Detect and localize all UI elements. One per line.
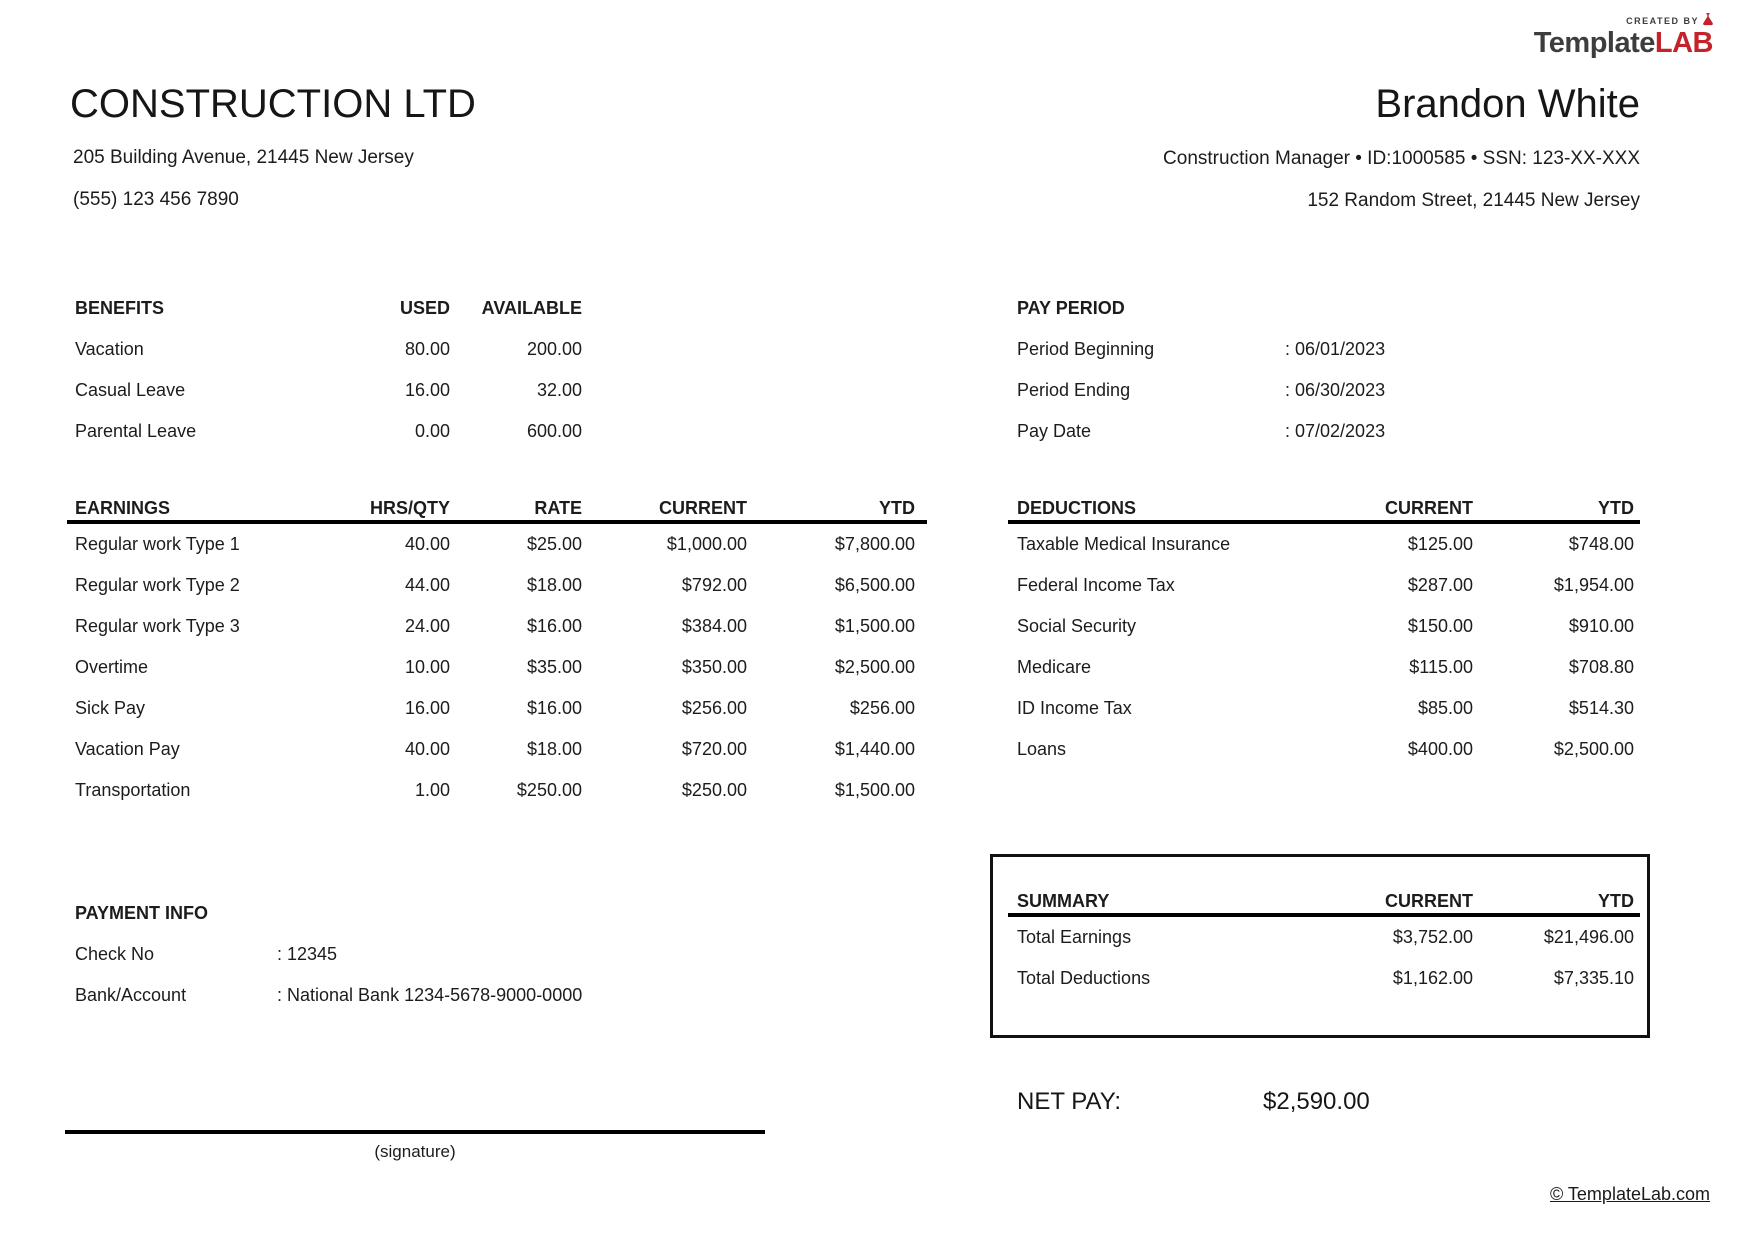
earning-current: $256.00 (681, 698, 747, 718)
deduction-current: $287.00 (1407, 575, 1473, 595)
table-row (1008, 688, 1640, 729)
table-row (67, 565, 927, 606)
earning-current: $792.00 (681, 575, 747, 595)
table-row (1008, 565, 1640, 606)
logo-brand-accent: LAB (1654, 27, 1713, 59)
earning-current: $720.00 (681, 739, 747, 759)
payment-value: : National Bank 1234-5678-9000-0000 (277, 985, 583, 1005)
net-pay-label: NET PAY: (1017, 1088, 1122, 1115)
deduction-label: ID Income Tax (1017, 698, 1132, 718)
benefits-title: BENEFITS (75, 298, 165, 318)
earning-rate: $18.00 (526, 739, 582, 759)
earning-rate: $25.00 (526, 534, 582, 554)
earning-rate: $250.00 (516, 780, 582, 800)
earning-label: Vacation Pay (75, 739, 180, 759)
deduction-ytd: $2,500.00 (1553, 739, 1634, 759)
earning-current: $384.00 (681, 616, 747, 636)
deduction-ytd: $1,954.00 (1553, 575, 1634, 595)
employee-meta: Construction Manager • ID:1000585 • SSN: 123-XX-XXX (1163, 148, 1640, 169)
benefit-label: Parental Leave (75, 421, 197, 441)
copyright-link[interactable]: © TemplateLab.com (1549, 1184, 1710, 1204)
benefit-used: 16.00 (404, 380, 450, 400)
pay-period-label: Period Beginning (1017, 339, 1155, 359)
deductions-header-row (1008, 496, 1640, 524)
deduction-label: Federal Income Tax (1017, 575, 1175, 595)
summary-current: $1,162.00 (1392, 968, 1473, 988)
summary-label: Total Deductions (1017, 968, 1151, 988)
table-row (67, 524, 927, 565)
deduction-label: Taxable Medical Insurance (1017, 534, 1231, 554)
deductions-col-ytd: YTD (1598, 497, 1634, 518)
earning-rate: $18.00 (526, 575, 582, 595)
table-row (1008, 917, 1640, 958)
table-row (1008, 606, 1640, 647)
benefits-col-used: USED (399, 298, 450, 318)
table-row (67, 729, 927, 770)
benefit-used: 80.00 (404, 339, 450, 359)
table-row (67, 606, 927, 647)
deduction-current: $85.00 (1417, 698, 1473, 718)
earning-ytd: $7,800.00 (834, 534, 915, 554)
deduction-current: $150.00 (1407, 616, 1473, 636)
earning-label: Regular work Type 1 (75, 534, 240, 554)
pay-period-label: Pay Date (1017, 421, 1092, 441)
earnings-col-hrs: HRS/QTY (369, 497, 450, 518)
company-address: 205 Building Avenue, 21445 New Jersey (73, 147, 414, 168)
earning-ytd: $1,500.00 (834, 780, 915, 800)
earnings-col-ytd: YTD (879, 497, 915, 518)
pay-period-value: : 06/01/2023 (1285, 339, 1386, 359)
table-row (67, 688, 927, 729)
earning-hrs: 10.00 (404, 657, 450, 677)
earning-label: Transportation (75, 780, 191, 800)
benefit-label: Vacation (75, 339, 144, 359)
table-row (1008, 411, 1528, 452)
table-row (1008, 370, 1528, 411)
payment-info-title: PAYMENT INFO (75, 903, 209, 923)
employee-address: 152 Random Street, 21445 New Jersey (1307, 190, 1640, 211)
summary-table (1008, 889, 1640, 999)
deduction-current: $400.00 (1407, 739, 1473, 759)
table-row (67, 934, 687, 975)
deduction-ytd: $910.00 (1568, 616, 1634, 636)
deduction-ytd: $748.00 (1568, 534, 1634, 554)
pay-period-table (1008, 288, 1528, 452)
earning-label: Regular work Type 2 (75, 575, 240, 595)
earning-current: $350.00 (681, 657, 747, 677)
logo-created-by-label: CREATED BY (1626, 15, 1699, 26)
table-row (67, 770, 927, 811)
benefit-label: Casual Leave (75, 380, 186, 400)
summary-col-ytd: YTD (1598, 890, 1634, 911)
pay-period-value: : 07/02/2023 (1285, 421, 1386, 441)
company-name: CONSTRUCTION LTD (70, 82, 476, 126)
table-row (67, 329, 582, 370)
payment-label: Bank/Account (75, 985, 187, 1005)
payment-info-table (67, 893, 687, 1016)
logo-brand (1534, 28, 1713, 60)
earning-current: $250.00 (681, 780, 747, 800)
company-phone: (555) 123 456 7890 (73, 189, 239, 210)
templatelab-logo (1534, 13, 1713, 60)
deductions-table (1008, 496, 1640, 770)
payment-info-header-row (67, 893, 687, 934)
earnings-title: EARNINGS (75, 497, 171, 518)
benefit-available: 600.00 (526, 421, 582, 441)
flask-icon (1703, 13, 1713, 28)
table-row (1008, 329, 1528, 370)
benefits-header-row (67, 288, 582, 329)
summary-col-current: CURRENT (1385, 890, 1473, 911)
earning-hrs: 40.00 (404, 534, 450, 554)
summary-current: $3,752.00 (1392, 927, 1473, 947)
employee-name: Brandon White (1375, 82, 1640, 126)
table-row (67, 370, 582, 411)
deduction-ytd: $514.30 (1568, 698, 1634, 718)
pay-period-title: PAY PERIOD (1017, 298, 1125, 318)
earning-ytd: $6,500.00 (834, 575, 915, 595)
summary-header-row (1008, 889, 1640, 917)
table-row (1008, 958, 1640, 999)
deduction-ytd: $708.80 (1568, 657, 1634, 677)
earning-hrs: 16.00 (404, 698, 450, 718)
earning-hrs: 1.00 (414, 780, 450, 800)
earning-label: Regular work Type 3 (75, 616, 240, 636)
summary-label: Total Earnings (1017, 927, 1132, 947)
benefits-table (67, 288, 582, 452)
deduction-current: $125.00 (1407, 534, 1473, 554)
deduction-current: $115.00 (1409, 657, 1473, 677)
logo-created-by-row (1534, 13, 1713, 28)
earning-rate: $16.00 (526, 616, 582, 636)
table-row (1008, 647, 1640, 688)
signature-label: (signature) (374, 1142, 456, 1161)
earning-rate: $35.00 (526, 657, 582, 677)
earning-label: Sick Pay (75, 698, 146, 718)
summary-ytd: $7,335.10 (1553, 968, 1634, 988)
table-row (67, 975, 687, 1016)
earnings-table (67, 496, 927, 811)
pay-period-header-row (1008, 288, 1528, 329)
deduction-label: Loans (1017, 739, 1067, 759)
benefits-col-available: AVAILABLE (481, 298, 582, 318)
earning-rate: $16.00 (526, 698, 582, 718)
earnings-col-rate: RATE (534, 497, 582, 518)
payment-label: Check No (75, 944, 155, 964)
earning-hrs: 24.00 (404, 616, 450, 636)
table-row (1008, 524, 1640, 565)
earning-ytd: $256.00 (849, 698, 915, 718)
earning-ytd: $2,500.00 (834, 657, 915, 677)
deductions-col-current: CURRENT (1385, 497, 1473, 518)
earning-label: Overtime (75, 657, 149, 677)
payment-value: : 12345 (277, 944, 338, 964)
earning-hrs: 44.00 (404, 575, 450, 595)
summary-ytd: $21,496.00 (1543, 927, 1634, 947)
pay-period-value: : 06/30/2023 (1285, 380, 1386, 400)
deduction-label: Social Security (1017, 616, 1137, 636)
earning-ytd: $1,500.00 (834, 616, 915, 636)
summary-box (990, 854, 1650, 1038)
pay-period-label: Period Ending (1017, 380, 1131, 400)
benefit-available: 32.00 (536, 380, 582, 400)
benefit-used: 0.00 (414, 421, 450, 441)
logo-brand-primary: Template (1533, 27, 1655, 59)
signature-line (65, 1130, 765, 1134)
earning-ytd: $1,440.00 (834, 739, 915, 759)
summary-title: SUMMARY (1017, 890, 1110, 911)
earning-current: $1,000.00 (666, 534, 747, 554)
earning-hrs: 40.00 (404, 739, 450, 759)
net-pay-value: $2,590.00 (1263, 1088, 1370, 1115)
benefit-available: 200.00 (526, 339, 582, 359)
deductions-title: DEDUCTIONS (1017, 497, 1137, 518)
table-row (67, 647, 927, 688)
deduction-label: Medicare (1017, 657, 1092, 677)
table-row (67, 411, 582, 452)
earnings-col-current: CURRENT (659, 497, 747, 518)
earnings-header-row (67, 496, 927, 524)
table-row (1008, 729, 1640, 770)
